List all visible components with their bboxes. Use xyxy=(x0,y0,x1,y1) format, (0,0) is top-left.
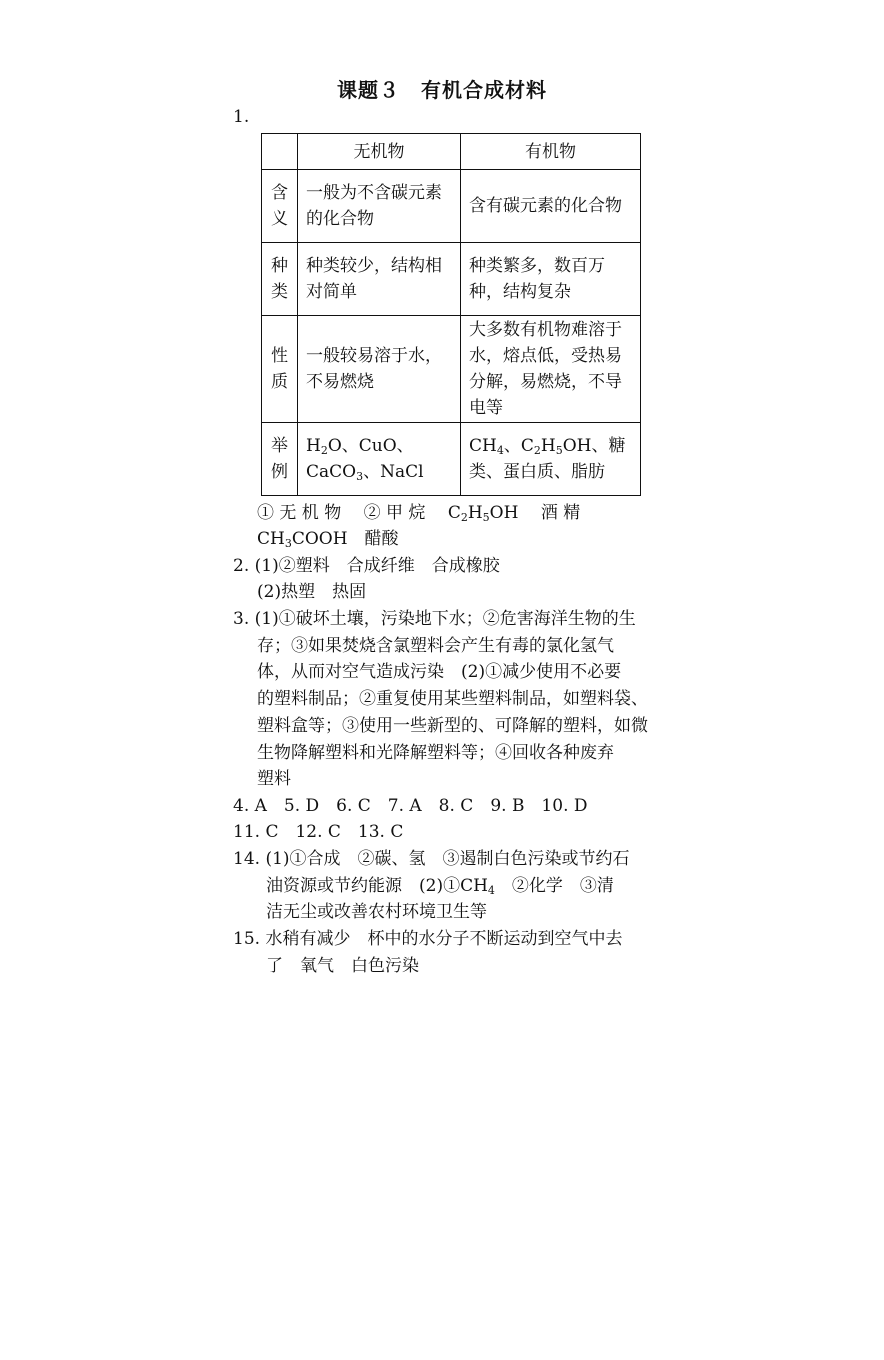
table-header-inorganic: 无机物 xyxy=(298,134,461,170)
answer-line: 11. C 12. C 13. C xyxy=(233,822,404,842)
table-row xyxy=(262,316,641,423)
row-label: 种类 xyxy=(262,243,298,316)
table-header-organic: 有机物 xyxy=(461,134,641,170)
answer-line: 体，从而对空气造成污染 (2)①减少使用不必要 xyxy=(257,662,622,682)
table-row xyxy=(262,243,641,316)
answer-line: 生物降解塑料和光降解塑料等；④回收各种废弃 xyxy=(257,743,614,763)
answer-line: 塑料盒等；③使用一些新型的、可降解的塑料，如微 xyxy=(257,716,648,736)
row-label: 含义 xyxy=(262,170,298,243)
inorganic-cell: 一般为不含碳元素的化合物 xyxy=(298,170,461,243)
organic-cell: 大多数有机物难溶于水，熔点低，受热易分解，易燃烧，不导电等 xyxy=(461,316,641,423)
organic-cell: $CH_4$、$C_2H_5OH$、糖类、蛋白质、脂肪 xyxy=(461,423,641,496)
inorganic-cell: 种类较少，结构相对简单 xyxy=(298,243,461,316)
inorganic-cell: 一般较易溶于水，不易燃烧 xyxy=(298,316,461,423)
comparison-table xyxy=(261,133,641,496)
answer-line: 2. (1)②塑料 合成纤维 合成橡胶 xyxy=(233,556,500,576)
answer-line: 了 氧气 白色污染 xyxy=(266,956,419,976)
table-row xyxy=(262,423,641,496)
row-label: 性质 xyxy=(262,316,298,423)
answer-line: 油资源或节约能源 $(2)①CH_4$ ②化学 ③清 xyxy=(266,876,614,897)
answer-line: (2)热塑 热固 xyxy=(257,582,367,602)
organic-cell: 含有碳元素的化合物 xyxy=(461,170,641,243)
answer-line: 洁无尘或改善农村环境卫生等 xyxy=(266,902,487,922)
answer-line: 15. 水稍有减少 杯中的水分子不断运动到空气中去 xyxy=(233,929,623,949)
question-1-number: 1. xyxy=(233,107,250,127)
page-title: 课题３ 有机合成材料 xyxy=(337,78,547,102)
table-header-corner xyxy=(262,134,298,170)
answer-line: 的塑料制品；②重复使用某些塑料制品，如塑料袋、 xyxy=(257,689,648,709)
answer-line: 14. (1)①合成 ②碳、氢 ③遏制白色污染或节约石 xyxy=(233,849,630,869)
question-1-answer-line-1: ① 无 机 物 ② 甲 烷 $C_2H_5OH$ 酒 精 xyxy=(257,503,581,524)
answer-line: 3. (1)①破坏土壤，污染地下水；②危害海洋生物的生 xyxy=(233,609,636,629)
question-1-answer-line-2: $CH_3COOH$ 醋酸 xyxy=(257,529,399,550)
organic-cell: 种类繁多，数百万种，结构复杂 xyxy=(461,243,641,316)
inorganic-cell: $H_2O$、CuO、CaCO$_3$、NaCl xyxy=(298,423,461,496)
table-row xyxy=(262,170,641,243)
answer-line: 4. A 5. D 6. C 7. A 8. C 9. B 10. D xyxy=(233,796,588,816)
row-label: 举例 xyxy=(262,423,298,496)
answer-line: 存；③如果焚烧含氯塑料会产生有毒的氯化氢气 xyxy=(257,636,614,656)
answer-line: 塑料 xyxy=(257,769,291,789)
